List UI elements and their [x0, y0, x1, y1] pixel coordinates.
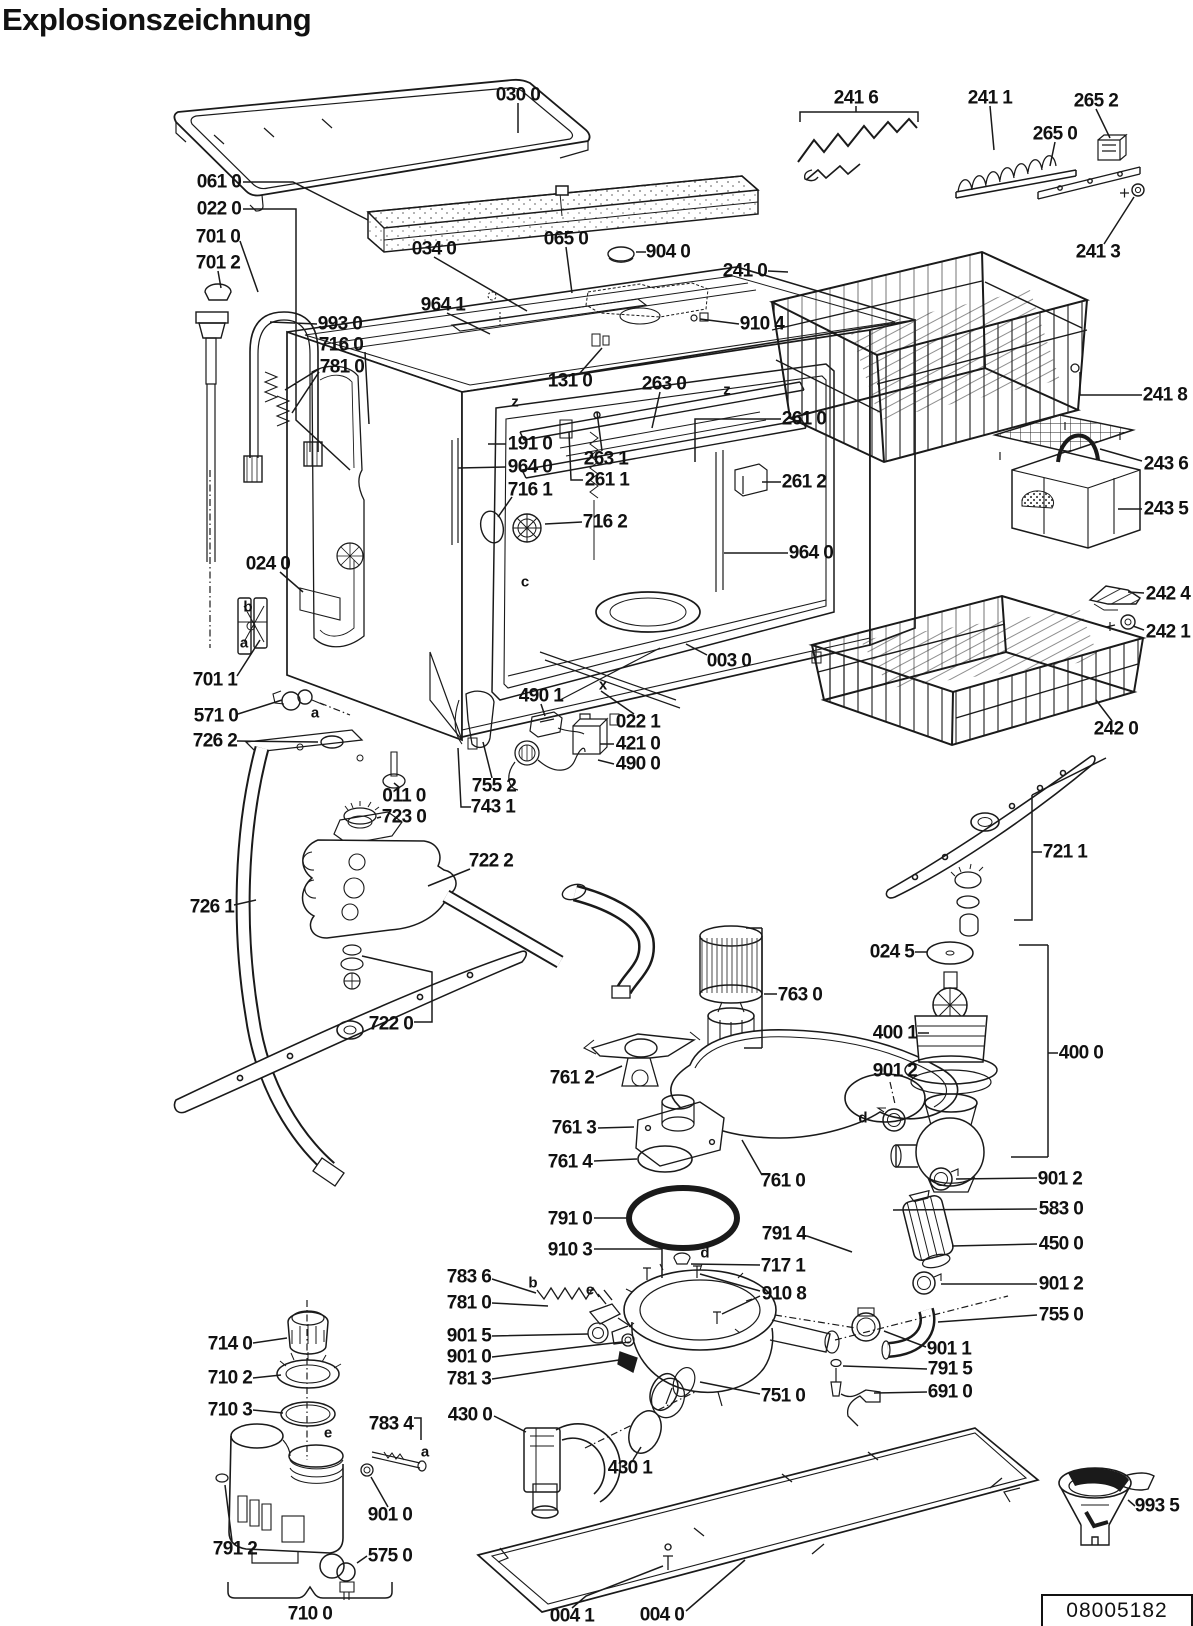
part-label-726-2: 726 2	[192, 730, 238, 752]
part-label-761-4: 761 4	[547, 1151, 593, 1173]
part-label-964-0: 964 0	[788, 542, 834, 564]
part-label-761-3: 761 3	[551, 1117, 597, 1139]
part-label-421-0: 421 0	[615, 733, 661, 755]
part-label-901-2: 901 2	[1038, 1273, 1084, 1295]
part-label-065-0: 065 0	[543, 228, 589, 250]
document-number: 08005182	[1066, 1599, 1168, 1622]
position-marker-a: a	[420, 1443, 430, 1461]
part-label-450-0: 450 0	[1038, 1233, 1084, 1255]
part-label-716-0: 716 0	[318, 334, 364, 356]
part-label-743-1: 743 1	[470, 796, 516, 818]
part-label-261-0: 261 0	[781, 408, 827, 430]
part-label-030-0: 030 0	[495, 84, 541, 106]
part-label-701-0: 701 0	[195, 226, 241, 248]
part-label-263-1: 263 1	[583, 448, 629, 470]
part-label-241-8: 241 8	[1142, 384, 1188, 406]
part-label-263-0: 263 0	[641, 373, 687, 395]
part-label-575-0: 575 0	[367, 1545, 413, 1567]
part-label-791-4: 791 4	[761, 1223, 807, 1245]
part-label-243-5: 243 5	[1143, 498, 1189, 520]
part-label-781-0: 781 0	[319, 356, 365, 378]
part-label-571-0: 571 0	[193, 705, 239, 727]
part-label-034-0: 034 0	[411, 238, 457, 260]
part-label-964-1: 964 1	[420, 294, 466, 316]
part-label-781-0: 781 0	[446, 1292, 492, 1314]
part-label-243-6: 243 6	[1143, 453, 1189, 475]
part-label-701-1: 701 1	[192, 669, 238, 691]
document-number-box	[1041, 1594, 1193, 1626]
part-label-910-3: 910 3	[547, 1239, 593, 1261]
part-label-723-0: 723 0	[381, 806, 427, 828]
part-label-714-0: 714 0	[207, 1333, 253, 1355]
position-marker-b: b	[243, 598, 253, 616]
part-label-241-0: 241 0	[722, 260, 768, 282]
part-label-011-0: 011 0	[382, 785, 426, 807]
cutlery-basket	[995, 415, 1140, 548]
part-label-261-1: 261 1	[584, 469, 630, 491]
part-label-993-0: 993 0	[317, 313, 363, 335]
part-label-726-1: 726 1	[189, 896, 235, 918]
part-label-583-0: 583 0	[1038, 1198, 1084, 1220]
part-label-783-6: 783 6	[446, 1266, 492, 1288]
part-label-242-4: 242 4	[1145, 583, 1191, 605]
part-label-761-0: 761 0	[760, 1170, 806, 1192]
part-label-701-2: 701 2	[195, 252, 241, 274]
part-label-710-2: 710 2	[207, 1367, 253, 1389]
part-label-024-5: 024 5	[869, 941, 915, 963]
part-label-722-2: 722 2	[468, 850, 514, 872]
position-marker-z: z	[723, 381, 731, 399]
part-label-400-1: 400 1	[872, 1022, 918, 1044]
part-label-004-1: 004 1	[549, 1605, 595, 1626]
part-label-721-1: 721 1	[1042, 841, 1088, 863]
part-label-691-0: 691 0	[927, 1381, 973, 1403]
part-label-430-0: 430 0	[447, 1404, 493, 1426]
part-label-717-1: 717 1	[760, 1255, 806, 1277]
part-label-241-3: 241 3	[1075, 241, 1121, 263]
part-label-430-1: 430 1	[607, 1457, 653, 1479]
part-label-901-1: 901 1	[926, 1338, 972, 1360]
part-label-910-4: 910 4	[739, 313, 785, 335]
part-label-242-1: 242 1	[1145, 621, 1191, 643]
part-label-242-0: 242 0	[1093, 718, 1139, 740]
part-label-022-1: 022 1	[615, 711, 661, 733]
part-label-716-1: 716 1	[507, 479, 553, 501]
part-label-710-0: 710 0	[287, 1603, 333, 1625]
part-label-791-2: 791 2	[212, 1538, 258, 1560]
part-label-901-0: 901 0	[367, 1504, 413, 1526]
part-label-910-8: 910 8	[761, 1283, 807, 1305]
position-marker-z: z	[511, 393, 519, 411]
part-label-755-2: 755 2	[471, 775, 517, 797]
position-marker-b: b	[528, 1274, 538, 1292]
position-marker-a: a	[310, 704, 320, 722]
position-marker-e: e	[585, 1281, 595, 1299]
part-label-964-0: 964 0	[507, 456, 553, 478]
position-marker-a: a	[239, 634, 249, 652]
part-label-490-0: 490 0	[615, 753, 661, 775]
part-label-265-0: 265 0	[1032, 123, 1078, 145]
part-label-241-1: 241 1	[967, 87, 1013, 109]
part-label-722-0: 722 0	[368, 1013, 414, 1035]
part-label-791-5: 791 5	[927, 1358, 973, 1380]
page-title: Explosionszeichnung	[2, 2, 312, 37]
part-label-710-3: 710 3	[207, 1399, 253, 1421]
part-label-131-0: 131 0	[547, 370, 593, 392]
part-label-901-2: 901 2	[1037, 1168, 1083, 1190]
part-label-716-2: 716 2	[582, 511, 628, 533]
part-label-024-0: 024 0	[245, 553, 291, 575]
part-label-261-2: 261 2	[781, 471, 827, 493]
part-label-993-5: 993 5	[1134, 1495, 1180, 1517]
part-label-490-1: 490 1	[518, 685, 564, 707]
part-label-755-0: 755 0	[1038, 1304, 1084, 1326]
part-label-751-0: 751 0	[760, 1385, 806, 1407]
part-label-763-0: 763 0	[777, 984, 823, 1006]
position-marker-d: d	[858, 1109, 868, 1127]
part-label-191-0: 191 0	[507, 433, 553, 455]
part-label-022-0: 022 0	[196, 198, 242, 220]
part-label-901-2: 901 2	[872, 1060, 918, 1082]
part-label-761-2: 761 2	[549, 1067, 595, 1089]
part-label-400-0: 400 0	[1058, 1042, 1104, 1064]
part-label-004-0: 004 0	[639, 1604, 685, 1626]
part-label-241-6: 241 6	[833, 87, 879, 109]
part-label-061-0: 061 0	[196, 171, 242, 193]
part-label-901-5: 901 5	[446, 1325, 492, 1347]
position-marker-e: e	[323, 1424, 333, 1442]
part-label-781-3: 781 3	[446, 1368, 492, 1390]
part-label-901-0: 901 0	[446, 1346, 492, 1368]
position-marker-c: c	[520, 573, 530, 591]
part-label-783-4: 783 4	[368, 1413, 414, 1435]
part-label-904-0: 904 0	[645, 241, 691, 263]
part-label-265-2: 265 2	[1073, 90, 1119, 112]
position-marker-d: d	[700, 1244, 710, 1262]
position-marker-x: x	[598, 676, 608, 694]
part-label-003-0: 003 0	[706, 650, 752, 672]
part-label-791-0: 791 0	[547, 1208, 593, 1230]
